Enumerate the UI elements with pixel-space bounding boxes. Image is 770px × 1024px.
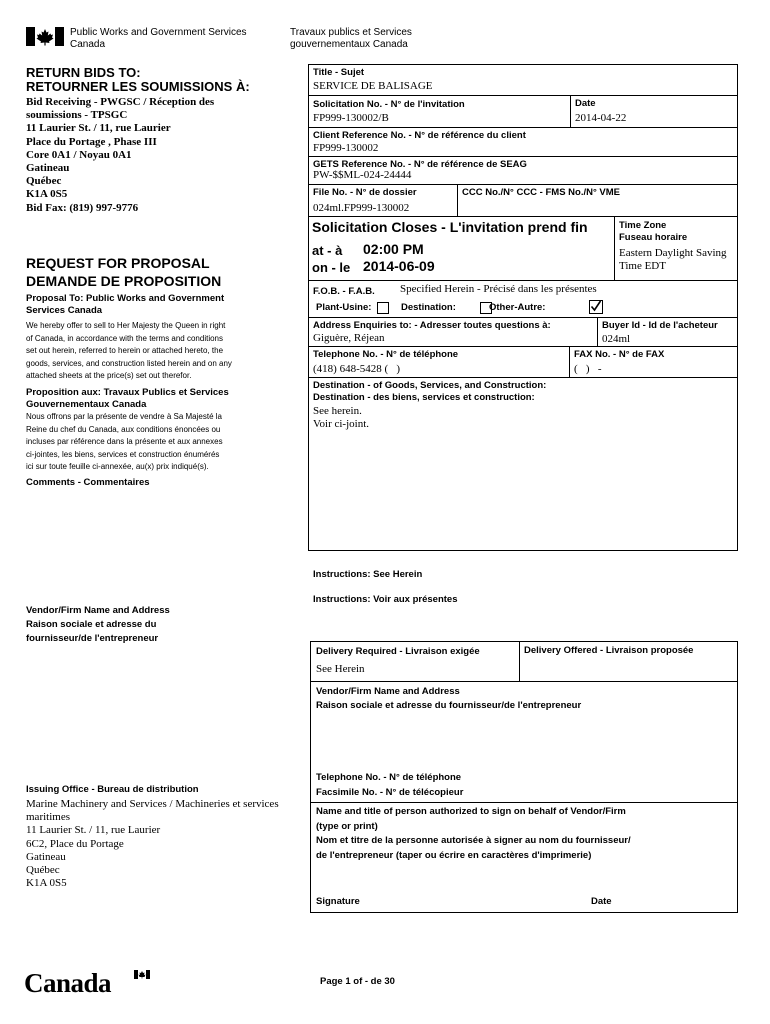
auth-label-line: de l'entrepreneur (taper ou écrire en caractères d'imprimerie) [316, 849, 592, 861]
text-line: goods, services, and construction listed herein and on any [26, 358, 232, 368]
address-line: Québec [26, 175, 62, 188]
authorized-person-label [316, 805, 631, 863]
file-number-value: 024ml.FP999-130002 [313, 202, 410, 214]
address-line: 11 Laurier St. / 11, rue Laurier [26, 122, 171, 135]
destination-goods-label [313, 380, 546, 404]
closing-time-value: 02:00 PM [363, 241, 424, 257]
vendor-name-address-field[interactable] [314, 715, 734, 770]
solicitation-number-value: FP999-130002/B [313, 112, 389, 124]
proposal-to-text [26, 320, 286, 383]
destination-value-fr: Voir ci-joint. [313, 418, 370, 430]
signature-label: Signature [316, 896, 360, 907]
proposal-to-label: Proposal To: Public Works and Government Services Canada [26, 293, 225, 316]
auth-label-line: Nom et titre de la personne autorisée à signer au nom du fournisseur/ [316, 835, 631, 846]
destination-value-en: See herein. [313, 405, 362, 417]
text-line: incluses par référence dans la présente et aux annexes [26, 437, 223, 446]
other-label: Other-Autre: [489, 302, 546, 313]
rfp-title-en: REQUEST FOR PROPOSAL [26, 255, 210, 271]
bid-fax: Bid Fax: (819) 997-9776 [26, 201, 139, 214]
time-zone-value-line: Time EDT [619, 260, 666, 272]
proposition-text [26, 411, 286, 474]
file-number-label: File No. - N° de dossier [313, 187, 417, 198]
time-zone-label [619, 220, 687, 244]
department-fr-line1: Travaux publics et Services [290, 27, 412, 38]
vendor-label-line: Raison sociale et adresse du [26, 619, 157, 630]
signature-date-label: Date [591, 896, 612, 907]
telephone-label: Telephone No. - N° de téléphone [313, 349, 459, 360]
title-label: Title - Sujet [313, 67, 365, 78]
return-bids-title-en: RETURN BIDS TO: [26, 65, 141, 80]
solicitation-closes-label: Solicitation Closes - L'invitation prend fin [312, 219, 588, 235]
authorized-person-field[interactable] [314, 865, 734, 893]
text-line: We hereby offer to sell to Her Majesty the Queen in right [26, 321, 226, 330]
gets-reference-label: GETS Reference No. - N° de référence de SEAG [313, 159, 527, 170]
address-line: 6C2, Place du Portage [26, 837, 124, 850]
page-number: Page 1 of - de 30 [320, 976, 395, 987]
gets-reference-value: PW-$$ML-024-24444 [313, 169, 412, 181]
plant-label: Plant-Usine: [316, 302, 372, 313]
delivery-offered-label: Delivery Offered - Livraison proposée [524, 645, 694, 656]
return-bids-address [26, 96, 214, 215]
address-line: Core 0A1 / Noyau 0A1 [26, 148, 132, 161]
department-name-fr [290, 27, 412, 51]
canada-flag-icon [26, 27, 64, 46]
delivery-required-value: See Herein [316, 663, 365, 675]
address-line: Bid Receiving - PWGSC / Réception des [26, 96, 215, 108]
plant-checkbox[interactable] [377, 302, 389, 314]
client-reference-label: Client Reference No. - N° de référence du client [313, 130, 526, 141]
text-line: attached sheets at the price(s) set out therefor. [26, 371, 192, 380]
at-label: at - à [312, 243, 343, 258]
instructions-fr: Instructions: Voir aux présentes [313, 594, 458, 605]
text-line: Nous offrons par la présente de vendre à Sa Majesté la [26, 412, 222, 421]
client-reference-value: FP999-130002 [313, 142, 379, 154]
rfp-title [26, 254, 221, 290]
vendor-left-label [26, 604, 170, 646]
department-fr-line2: gouvernementaux Canada [290, 39, 408, 50]
closing-date-value: 2014-06-09 [363, 258, 435, 274]
solicitation-number-label: Solicitation No. - N° de l'invitation [313, 99, 465, 110]
return-bids-title [26, 66, 250, 94]
ccc-number-label: CCC No./N° CCC - FMS No./N° VME [462, 187, 621, 198]
fob-value: Specified Herein - Précisé dans les présentes [400, 283, 597, 295]
address-line: K1A 0S5 [26, 188, 68, 201]
fax-label: FAX No. - N° de FAX [574, 349, 665, 360]
auth-label-line: (type or print) [316, 820, 378, 832]
time-zone-label-fr: Fuseau horaire [619, 232, 688, 243]
address-line: Québec [26, 864, 60, 877]
wordmark-flag-icon [134, 970, 150, 979]
issuing-office-label: Issuing Office - Bureau de distribution [26, 784, 199, 795]
auth-label-line: Name and title of person authorized to sign on behalf of Vendor/Firm [316, 806, 626, 817]
vendor-telephone-label: Telephone No. - N° de téléphone [316, 772, 462, 783]
text-line: set out herein, referred to herein or attached hereto, the [26, 346, 224, 355]
buyer-id-label: Buyer Id - Id de l'acheteur [602, 320, 718, 331]
canada-wordmark-text: Canada [24, 968, 112, 998]
text-line: ci-jointes, les biens, services et construction énumérés [26, 449, 220, 459]
text-line: ici sur toute feuille ci-annexée, au(x) prix indiqué(s). [26, 462, 209, 471]
fob-label: F.O.B. - F.A.B. [313, 286, 375, 297]
vendor-label-en: Vendor/Firm Name and Address [316, 686, 460, 697]
vendor-facsimile-label: Facsimile No. - N° de télécopieur [316, 787, 464, 798]
instructions-en: Instructions: See Herein [313, 569, 423, 580]
vendor-name-address-label [316, 685, 581, 713]
comments-label: Comments - Commentaires [26, 477, 150, 488]
proposition-label: Proposition aux: Travaux Publics et Services Gouvernementaux Canada [26, 387, 229, 410]
date-value: 2014-04-22 [575, 112, 627, 124]
address-line: maritimes [26, 811, 70, 824]
on-label: on - le [312, 260, 351, 275]
destination-goods-value [313, 405, 369, 431]
time-zone-label-en: Time Zone [619, 220, 667, 231]
address-line: Gatineau [26, 162, 70, 175]
department-en-line1: Public Works and Government Services [70, 27, 247, 38]
address-enquiries-label: Address Enquiries to: - Adresser toutes questions à: [313, 320, 551, 331]
return-bids-title-fr: RETOURNER LES SOUMISSIONS À: [26, 79, 250, 94]
issuing-office-address [26, 798, 296, 890]
department-en-line2: Canada [70, 39, 106, 50]
time-zone-value-line: Eastern Daylight Saving [619, 247, 727, 259]
destination-label: Destination: [401, 302, 456, 313]
address-line: Place du Portage , Phase III [26, 135, 157, 148]
address-line: Marine Machinery and Services / Machineries et services [26, 798, 279, 810]
text-line: Reine du chef du Canada, aux conditions énoncées ou [26, 424, 221, 434]
canada-wordmark [24, 966, 134, 1002]
other-checkbox[interactable] [589, 300, 603, 314]
department-name-en [70, 27, 247, 51]
buyer-id-value: 024ml [602, 333, 631, 345]
address-line: K1A 0S5 [26, 877, 67, 890]
delivery-offered-field[interactable] [522, 657, 734, 677]
rfp-title-fr: DEMANDE DE PROPOSITION [26, 273, 222, 289]
address-line: soumissions - TPSGC [26, 109, 128, 122]
address-line: Gatineau [26, 850, 66, 863]
destination-label-en: Destination - of Goods, Services, and Construction: [313, 380, 547, 391]
address-enquiries-value: Giguère, Réjean [313, 332, 385, 344]
title-value: SERVICE DE BALISAGE [313, 80, 433, 92]
telephone-value: (418) 648-5428 ( ) [313, 363, 401, 375]
vendor-label-line: fournisseur/de l'entrepreneur [26, 633, 159, 644]
text-line: of Canada, in accordance with the terms and conditions [26, 333, 224, 343]
date-label: Date [575, 98, 596, 109]
checkmark-icon [589, 299, 603, 313]
vendor-label-fr: Raison sociale et adresse du fournisseur/de l'entrepreneur [316, 700, 582, 711]
delivery-required-label: Delivery Required - Livraison exigée [316, 646, 480, 657]
destination-label-fr: Destination - des biens, services et construction: [313, 392, 535, 403]
address-line: 11 Laurier St. / 11, rue Laurier [26, 824, 161, 837]
fax-value: ( ) - [574, 363, 602, 375]
time-zone-value [619, 247, 727, 273]
vendor-label-line: Vendor/Firm Name and Address [26, 605, 170, 616]
